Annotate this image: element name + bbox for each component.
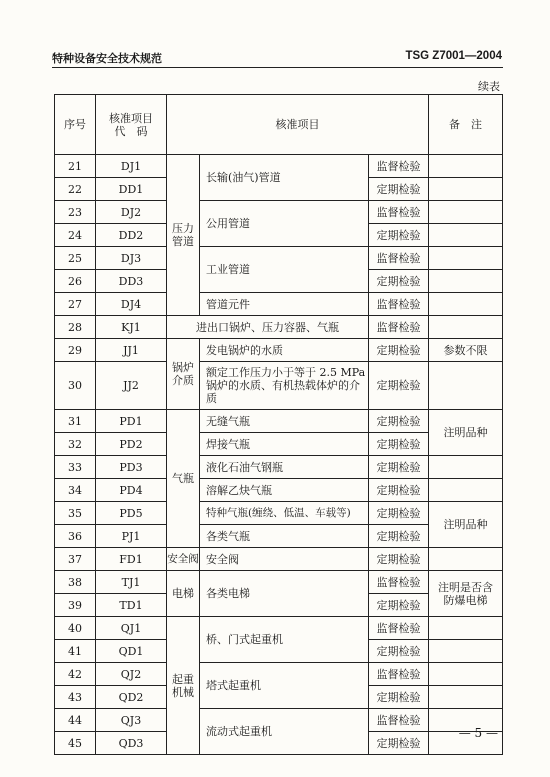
table-row [55, 201, 503, 224]
item-cell: 各类气瓶 [200, 525, 369, 548]
approval-items-table [54, 94, 503, 755]
note-cell [429, 270, 503, 293]
table-row [55, 617, 503, 640]
group-safety-valve: 安全阀 [167, 548, 200, 571]
note-cell [429, 293, 503, 316]
row-code: JJ1 [96, 339, 167, 362]
type-cell: 定期检验 [369, 433, 429, 456]
note-cell [429, 617, 503, 640]
type-cell: 定期检验 [369, 686, 429, 709]
note-cell [429, 663, 503, 686]
table-row [55, 548, 503, 571]
header-item: 核准项目 [167, 95, 429, 155]
row-no: 39 [55, 594, 96, 617]
item-cell: 管道元件 [200, 293, 369, 316]
row-code: JJ2 [96, 362, 167, 410]
row-no: 43 [55, 686, 96, 709]
type-cell: 定期检验 [369, 178, 429, 201]
group-pressure-pipe: 压力管道 [167, 155, 200, 316]
row-code: DD3 [96, 270, 167, 293]
item-cell: 进出口锅炉、压力容器、气瓶 [167, 316, 369, 339]
row-code: PD4 [96, 479, 167, 502]
row-no: 25 [55, 247, 96, 270]
note-cell [429, 316, 503, 339]
group-boiler-medium: 锅炉介质 [167, 339, 200, 410]
note-cell [429, 178, 503, 201]
row-code: DJ1 [96, 155, 167, 178]
row-no: 31 [55, 410, 96, 433]
table-row [55, 293, 503, 316]
table-row [55, 709, 503, 732]
row-no: 44 [55, 709, 96, 732]
group-elevator: 电梯 [167, 571, 200, 617]
note-cell [429, 224, 503, 247]
row-no: 33 [55, 456, 96, 479]
row-no: 45 [55, 732, 96, 755]
group-crane: 起重机械 [167, 617, 200, 755]
item-cell: 塔式起重机 [200, 663, 369, 709]
row-no: 42 [55, 663, 96, 686]
table-row [55, 502, 503, 525]
item-cell: 焊接气瓶 [200, 433, 369, 456]
row-no: 38 [55, 571, 96, 594]
row-code: QJ1 [96, 617, 167, 640]
row-code: QD1 [96, 640, 167, 663]
item-cell: 长输(油气)管道 [200, 155, 369, 201]
row-no: 21 [55, 155, 96, 178]
row-code: PD2 [96, 433, 167, 456]
row-no: 23 [55, 201, 96, 224]
item-cell: 特种气瓶(缠绕、低温、车载等) [200, 502, 369, 525]
row-no: 35 [55, 502, 96, 525]
row-code: PD5 [96, 502, 167, 525]
note-cell: 参数不限 [429, 339, 503, 362]
item-cell: 流动式起重机 [200, 709, 369, 755]
note-cell [429, 362, 503, 410]
item-cell: 额定工作压力小于等于 2.5 MPa锅炉的水质、有机热载体炉的介质 [200, 362, 369, 410]
item-cell: 桥、门式起重机 [200, 617, 369, 663]
table-header-row [55, 95, 503, 155]
row-code: TD1 [96, 594, 167, 617]
type-cell: 监督检验 [369, 617, 429, 640]
row-code: QJ3 [96, 709, 167, 732]
row-no: 36 [55, 525, 96, 548]
row-code: KJ1 [96, 316, 167, 339]
type-cell: 定期检验 [369, 594, 429, 617]
type-cell: 监督检验 [369, 155, 429, 178]
type-cell: 定期检验 [369, 270, 429, 293]
table-row [55, 663, 503, 686]
row-no: 34 [55, 479, 96, 502]
row-no: 32 [55, 433, 96, 456]
page-number: — 5 — [458, 726, 498, 740]
table-row [55, 410, 503, 433]
type-cell: 定期检验 [369, 479, 429, 502]
header-note: 备 注 [429, 95, 503, 155]
row-no: 22 [55, 178, 96, 201]
row-no: 24 [55, 224, 96, 247]
table-row [55, 316, 503, 339]
note-cell [429, 201, 503, 224]
header-seq: 序号 [55, 95, 96, 155]
type-cell: 监督检验 [369, 201, 429, 224]
type-cell: 定期检验 [369, 362, 429, 410]
row-code: PJ1 [96, 525, 167, 548]
type-cell: 监督检验 [369, 571, 429, 594]
item-cell: 溶解乙炔气瓶 [200, 479, 369, 502]
item-cell: 无缝气瓶 [200, 410, 369, 433]
note-cell: 注明品种 [429, 502, 503, 548]
table-row [55, 571, 503, 594]
row-code: DJ2 [96, 201, 167, 224]
table-row [55, 456, 503, 479]
note-cell: 注明是否含 防爆电梯 [429, 571, 503, 617]
type-cell: 定期检验 [369, 224, 429, 247]
group-gas-cylinder: 气瓶 [167, 410, 200, 548]
table-row [55, 362, 503, 410]
item-cell: 公用管道 [200, 201, 369, 247]
note-cell [429, 640, 503, 663]
type-cell: 监督检验 [369, 247, 429, 270]
continued-label: 续表 [478, 80, 500, 93]
note-cell [429, 686, 503, 709]
type-cell: 定期检验 [369, 548, 429, 571]
row-no: 37 [55, 548, 96, 571]
type-cell: 监督检验 [369, 663, 429, 686]
type-cell: 定期检验 [369, 410, 429, 433]
item-cell: 工业管道 [200, 247, 369, 293]
table-row [55, 247, 503, 270]
type-cell: 监督检验 [369, 293, 429, 316]
type-cell: 定期检验 [369, 525, 429, 548]
note-cell: 注明品种 [429, 410, 503, 456]
type-cell: 定期检验 [369, 339, 429, 362]
item-cell: 安全阀 [200, 548, 369, 571]
running-header-standard-code: TSG Z7001—2004 [405, 50, 502, 62]
type-cell: 定期检验 [369, 456, 429, 479]
header-rule [52, 67, 503, 68]
row-code: TJ1 [96, 571, 167, 594]
note-cell [429, 247, 503, 270]
row-code: FD1 [96, 548, 167, 571]
row-code: PD1 [96, 410, 167, 433]
row-code: QD2 [96, 686, 167, 709]
note-cell [429, 155, 503, 178]
row-code: DD2 [96, 224, 167, 247]
row-code: QJ2 [96, 663, 167, 686]
header-code: 核准项目 代 码 [96, 95, 167, 155]
row-code: QD3 [96, 732, 167, 755]
note-cell [429, 479, 503, 502]
row-code: DJ3 [96, 247, 167, 270]
row-no: 41 [55, 640, 96, 663]
type-cell: 定期检验 [369, 502, 429, 525]
row-no: 30 [55, 362, 96, 410]
item-cell: 发电锅炉的水质 [200, 339, 369, 362]
note-cell [429, 456, 503, 479]
table-row [55, 479, 503, 502]
row-no: 26 [55, 270, 96, 293]
row-no: 40 [55, 617, 96, 640]
item-cell: 各类电梯 [200, 571, 369, 617]
row-no: 29 [55, 339, 96, 362]
row-code: DJ4 [96, 293, 167, 316]
table-row [55, 155, 503, 178]
table-row [55, 339, 503, 362]
type-cell: 监督检验 [369, 316, 429, 339]
item-cell: 液化石油气钢瓶 [200, 456, 369, 479]
row-no: 27 [55, 293, 96, 316]
type-cell: 定期检验 [369, 640, 429, 663]
row-code: PD3 [96, 456, 167, 479]
type-cell: 监督检验 [369, 709, 429, 732]
note-cell [429, 548, 503, 571]
type-cell: 定期检验 [369, 732, 429, 755]
running-header-title: 特种设备安全技术规范 [52, 52, 162, 65]
row-code: DD1 [96, 178, 167, 201]
row-no: 28 [55, 316, 96, 339]
